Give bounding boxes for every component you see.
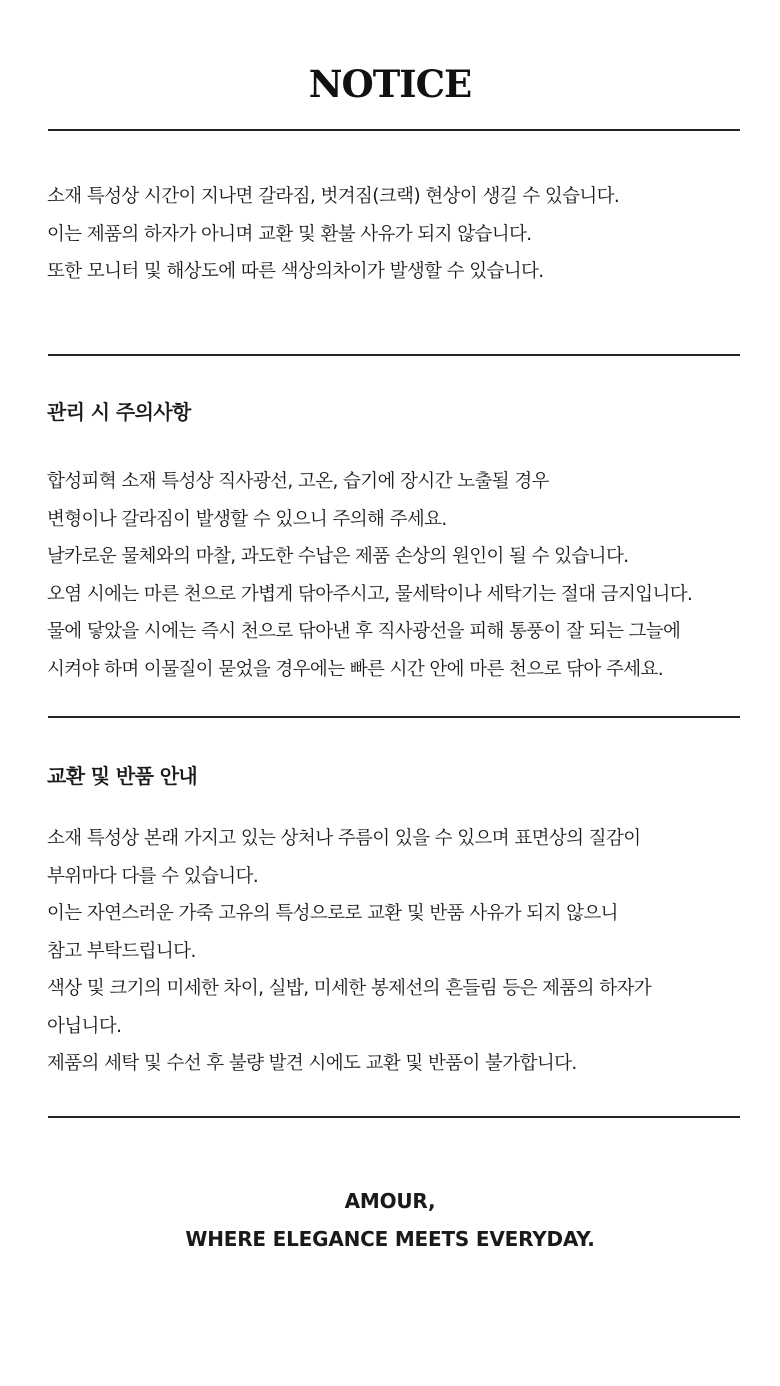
care-heading: 관리 시 주의사항 xyxy=(47,400,191,424)
exchange-line: 부위마다 다를 수 있습니다. xyxy=(47,865,259,887)
notice-line: 소재 특성상 시간이 지나면 갈라짐, 벗겨짐(크랙) 현상이 생길 수 있습니다. xyxy=(47,186,620,207)
brand-name: AMOUR, xyxy=(344,1189,436,1213)
divider xyxy=(48,354,740,356)
divider xyxy=(48,716,740,718)
care-line: 변형이나 갈라짐이 발생할 수 있으니 주의해 주세요. xyxy=(47,508,447,530)
divider xyxy=(48,129,740,131)
care-paragraph xyxy=(47,463,747,688)
notice-line: 또한 모니터 및 해상도에 따른 색상의차이가 발생할 수 있습니다. xyxy=(47,261,544,282)
brand-tagline xyxy=(0,1182,780,1258)
exchange-line: 소재 특성상 본래 가지고 있는 상처나 주름이 있을 수 있으며 표면상의 질감이 xyxy=(47,828,641,849)
care-line: 날카로운 물체와의 마찰, 과도한 수납은 제품 손상의 원인이 될 수 있습니다. xyxy=(47,546,629,567)
exchange-paragraph xyxy=(47,820,747,1083)
exchange-line: 이는 자연스러운 가죽 고유의 특성으로로 교환 및 반품 사유가 되지 않으니 xyxy=(47,903,618,924)
notice-line: 이는 제품의 하자가 아니며 교환 및 환불 사유가 되지 않습니다. xyxy=(47,223,532,245)
exchange-line: 참고 부탁드립니다. xyxy=(47,940,196,962)
notice-paragraph xyxy=(47,178,747,291)
care-line: 물에 닿았을 시에는 즉시 천으로 닦아낸 후 직사광선을 피해 통풍이 잘 되는 그늘에 xyxy=(47,621,681,642)
tagline: WHERE ELEGANCE MEETS EVERYDAY. xyxy=(185,1227,595,1251)
page-title: NOTICE xyxy=(308,62,472,106)
care-line: 합성피혁 소재 특성상 직사광선, 고온, 습기에 장시간 노출될 경우 xyxy=(47,471,549,492)
exchange-line: 색상 및 크기의 미세한 차이, 실밥, 미세한 봉제선의 흔들림 등은 제품의 하자가 xyxy=(47,978,652,999)
exchange-line: 아닙니다. xyxy=(47,1015,122,1037)
exchange-heading: 교환 및 반품 안내 xyxy=(47,764,198,788)
care-line: 시켜야 하며 이물질이 묻었을 경우에는 빠른 시간 안에 마른 천으로 닦아 주세요. xyxy=(47,658,664,680)
care-line: 오염 시에는 마른 천으로 가볍게 닦아주시고, 물세탁이나 세탁기는 절대 금지입니다. xyxy=(47,583,693,605)
exchange-line: 제품의 세탁 및 수선 후 불량 발견 시에도 교환 및 반품이 불가합니다. xyxy=(47,1053,577,1074)
divider xyxy=(48,1116,740,1118)
